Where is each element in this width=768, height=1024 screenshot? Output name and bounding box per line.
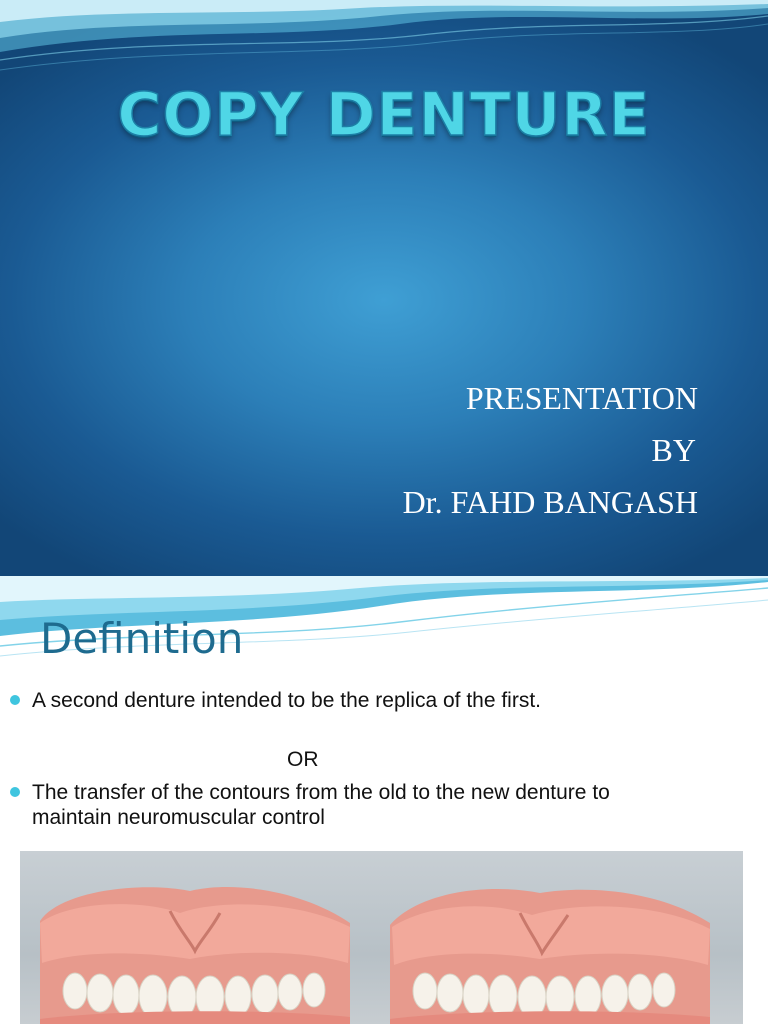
definition-text: A second denture intended to be the replica of the first. <box>32 689 542 712</box>
definition-list <box>0 688 640 713</box>
definition-text: The transfer of the contours from the old to the new denture to maintain neuromuscular control <box>32 781 610 829</box>
byline <box>403 372 698 528</box>
bullet-icon <box>10 695 20 705</box>
bullet-icon <box>10 787 20 797</box>
dentures-illustration <box>20 851 743 1024</box>
or-separator: OR <box>287 748 319 771</box>
dentures-photo <box>20 851 743 1024</box>
definition-list <box>0 780 660 830</box>
definition-slide <box>0 576 768 1024</box>
slide-title: COPY DENTURE <box>117 80 651 150</box>
byline-by: BY <box>651 432 696 468</box>
list-item <box>0 780 660 830</box>
slide-heading: Definition <box>40 614 244 663</box>
byline-author: Dr. FAHD BANGASH <box>402 484 698 520</box>
list-item <box>0 688 640 713</box>
byline-presentation: PRESENTATION <box>465 380 698 416</box>
